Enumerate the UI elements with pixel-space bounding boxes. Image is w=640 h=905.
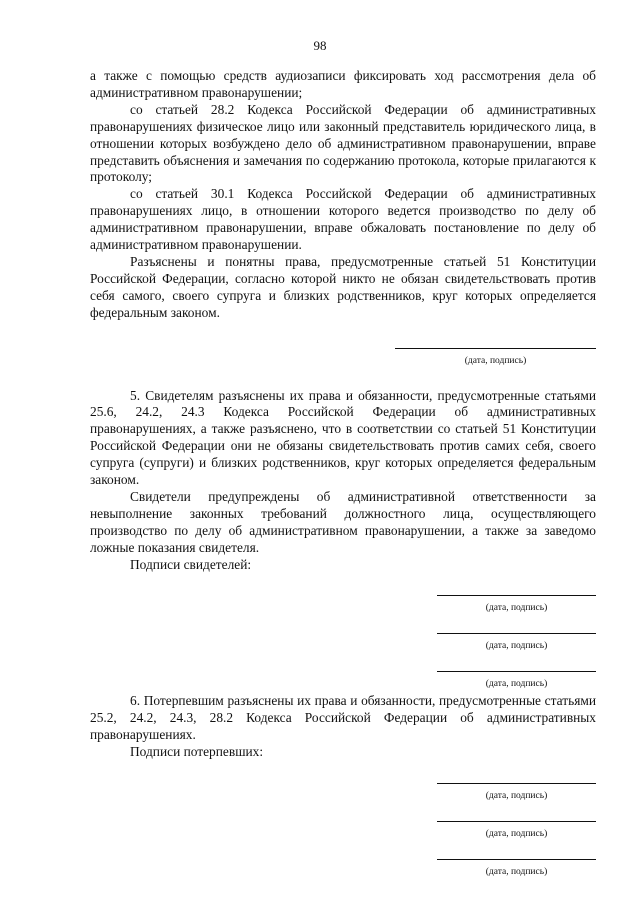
paragraph-witness-warning: Свидетели предупреждены об административной ответственности за невыполнение законных требований должностного лица, осуществляющего производство по делу об административном правонарушении, а также за заведомо ложные показания свидетеля. — [90, 488, 596, 555]
signature-line-witness-1: (дата, подпись) — [437, 595, 596, 617]
signature-line-victim-1: (дата, подпись) — [437, 783, 596, 805]
paragraph-article-30-1: со статьей 30.1 Кодекса Российской Федерации об административных правонарушениях лицо, в отношении которого ведется производство по делу об административном правонарушении, вправе обжаловать постановление по делу об административном правонарушении. — [90, 186, 596, 253]
paragraph-audio-recording: а также с помощью средств аудиозаписи фиксировать ход рассмотрения дела об административном правонарушении; — [90, 68, 596, 100]
signature-line-offender: (дата, подпись) — [395, 348, 596, 370]
signature-line-victim-2: (дата, подпись) — [437, 821, 596, 843]
signature-line-witness-2: (дата, подпись) — [437, 633, 596, 655]
victim-signatures-heading: Подписи потерпевших: — [130, 743, 264, 759]
paragraph-article-28-2: со статьей 28.2 Кодекса Российской Федерации об административных правонарушениях физическое лицо или законный представитель юридического лица, в отношении которых возбуждено дело об административном правонарушении, вправе представить объяснения и замечания по содержанию протокола, которые прилагаются к протоколу; — [90, 101, 596, 185]
signature-line-witness-3: (дата, подпись) — [437, 671, 596, 693]
document-body — [90, 68, 596, 881]
paragraph-victim-rights: 6. Потерпевшим разъяснены их права и обязанности, предусмотренные статьями 25.2, 24.2, 24.3, 28.2 Кодекса Российской Федерации об административных правонарушениях. — [90, 693, 596, 742]
paragraph-constitution-article-51: Разъяснены и понятны права, предусмотренные статьей 51 Конституции Российской Федерации, согласно которой никто не обязан свидетельствовать против себя самого, своего супруга и близких родственников, круг которых определяется федеральным законом. — [90, 253, 596, 320]
paragraph-witness-rights: 5. Свидетелям разъяснены их права и обязанности, предусмотренные статьями 25.6, 24.2, 24.3 Кодекса Российской Федерации об административных правонарушениях, а также разъяснено, что в соответствии со статьей 51 Конституции Российской Федерации они не обязаны свидетельствовать против самих себя, своего супруга (супруги) и близких родственников, круг которых определяется федеральным законом. — [90, 387, 596, 488]
page-number: 98 — [313, 38, 327, 53]
witness-signatures-heading: Подписи свидетелей: — [130, 556, 252, 572]
signature-line-victim-3: (дата, подпись) — [437, 859, 596, 881]
